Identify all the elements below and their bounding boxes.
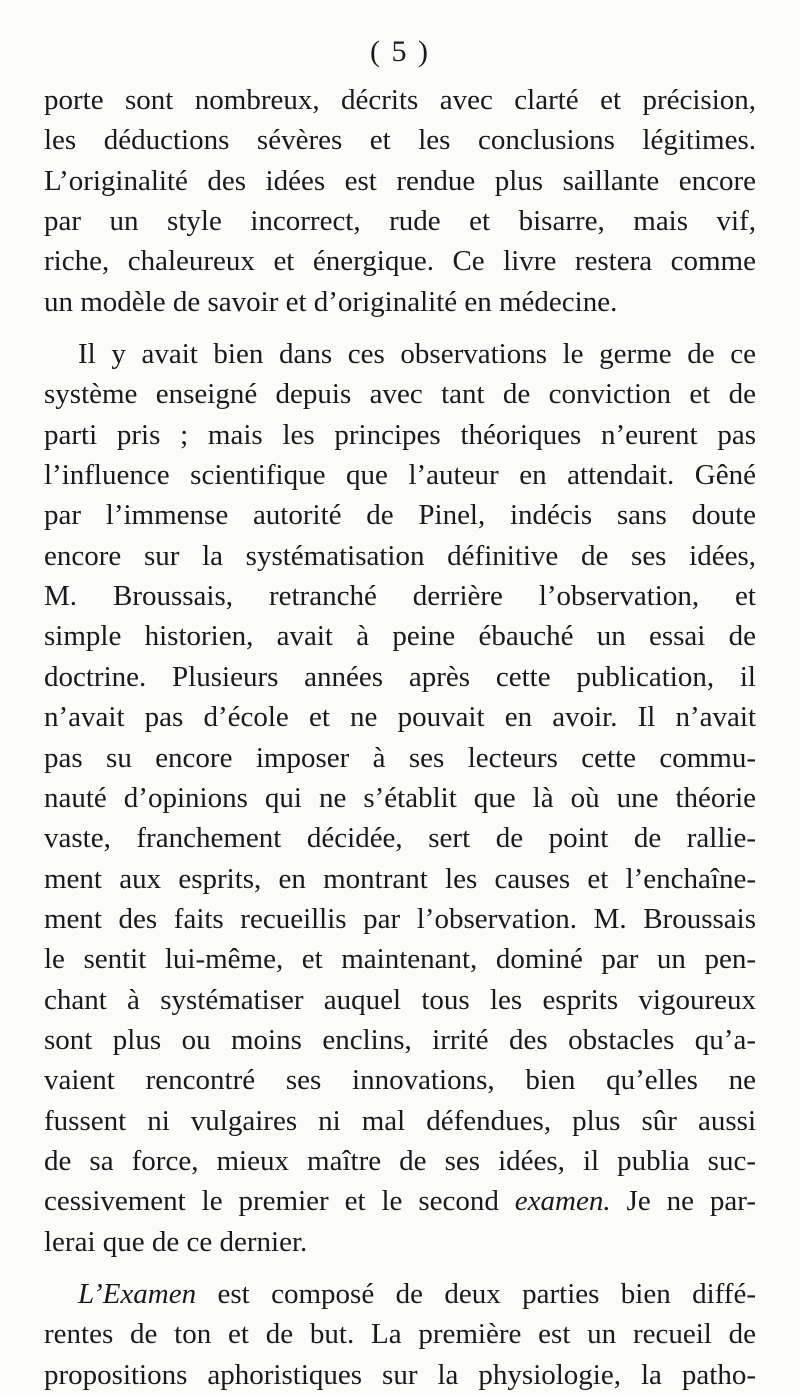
text-line: encore sur la systématisation définitive de ses idées, [44,539,756,572]
text-line: vaient rencontré ses innovations, bien qu’elles ne [44,1064,756,1097]
text-line: chant à systématiser auquel tous les esprits vigoureux [44,983,756,1016]
paragraph-1 [44,80,756,322]
text-line: propositions aphoristiques sur la physiologie, la patho- [44,1358,756,1391]
text-line: M. Broussais, retranché derrière l’observation, et [44,580,756,613]
text-line [44,1274,756,1314]
text-segment: est composé de deux parties bien diffé- [217,1277,756,1310]
text-line: par l’immense autorité de Pinel, indécis sans doute [44,499,756,532]
text-line: lerai que de ce dernier. [44,1225,308,1258]
italic-title-examen: L’Examen [78,1277,197,1310]
text-segment: Je ne par- [626,1185,757,1218]
text-line [44,1181,756,1221]
text-line: système enseigné depuis avec tant de conviction et de [44,378,756,411]
text-line: un modèle de savoir et d’originalité en médecine. [44,285,618,318]
text-line: par un style incorrect, rude et bisarre, mais vif, [44,205,756,238]
text-line: l’influence scientifique que l’auteur en attendait. Gêné [44,459,756,492]
text-line: nauté d’opinions qui ne s’établit que là où une théorie [44,781,756,814]
text-line: sont plus ou moins enclins, irrité des obstacles qu’a- [44,1023,756,1056]
text-line: les déductions sévères et les conclusions légitimes. [44,124,756,157]
text-line: pas su encore imposer à ses lecteurs cette commu- [44,741,756,774]
text-line: L’originalité des idées est rendue plus saillante encore [44,164,756,197]
text-line: parti pris ; mais les principes théoriques n’eurent pas [44,418,756,451]
text-line: riche, chaleureux et énergique. Ce livre restera comme [44,245,756,278]
text-line: n’avait pas d’école et ne pouvait en avoir. Il n’avait [44,701,756,734]
text-line: doctrine. Plusieurs années après cette publication, il [44,660,756,693]
text-line: fussent ni vulgaires ni mal défendues, plus sûr aussi [44,1104,756,1137]
text-line: vaste, franchement décidée, sert de point de rallie- [44,822,756,855]
body-text [44,80,756,1395]
text-line: ment aux esprits, en montrant les causes et l’enchaîne- [44,862,756,895]
text-line: Il y avait bien dans ces observations le germe de ce [78,338,756,371]
paragraph-2 [44,334,756,1262]
page-number: ( 5 ) [370,35,430,68]
text-line: rentes de ton et de but. La première est un recueil de [44,1318,756,1351]
italic-word-examen: examen. [514,1185,611,1218]
text-line: porte sont nombreux, décrits avec clarté et précision, [44,84,756,116]
text-line: le sentit lui-même, et maintenant, dominé par un pen- [44,943,756,976]
text-line: de sa force, mieux maître de ses idées, il publia suc- [44,1144,756,1177]
text-segment: cessivement le premier et le second [44,1185,499,1218]
paragraph-3 [44,1274,756,1395]
text-line: simple historien, avait à peine ébauché un essai de [44,620,756,653]
text-line: ment des faits recueillis par l’observation. M. Broussais [44,902,756,935]
